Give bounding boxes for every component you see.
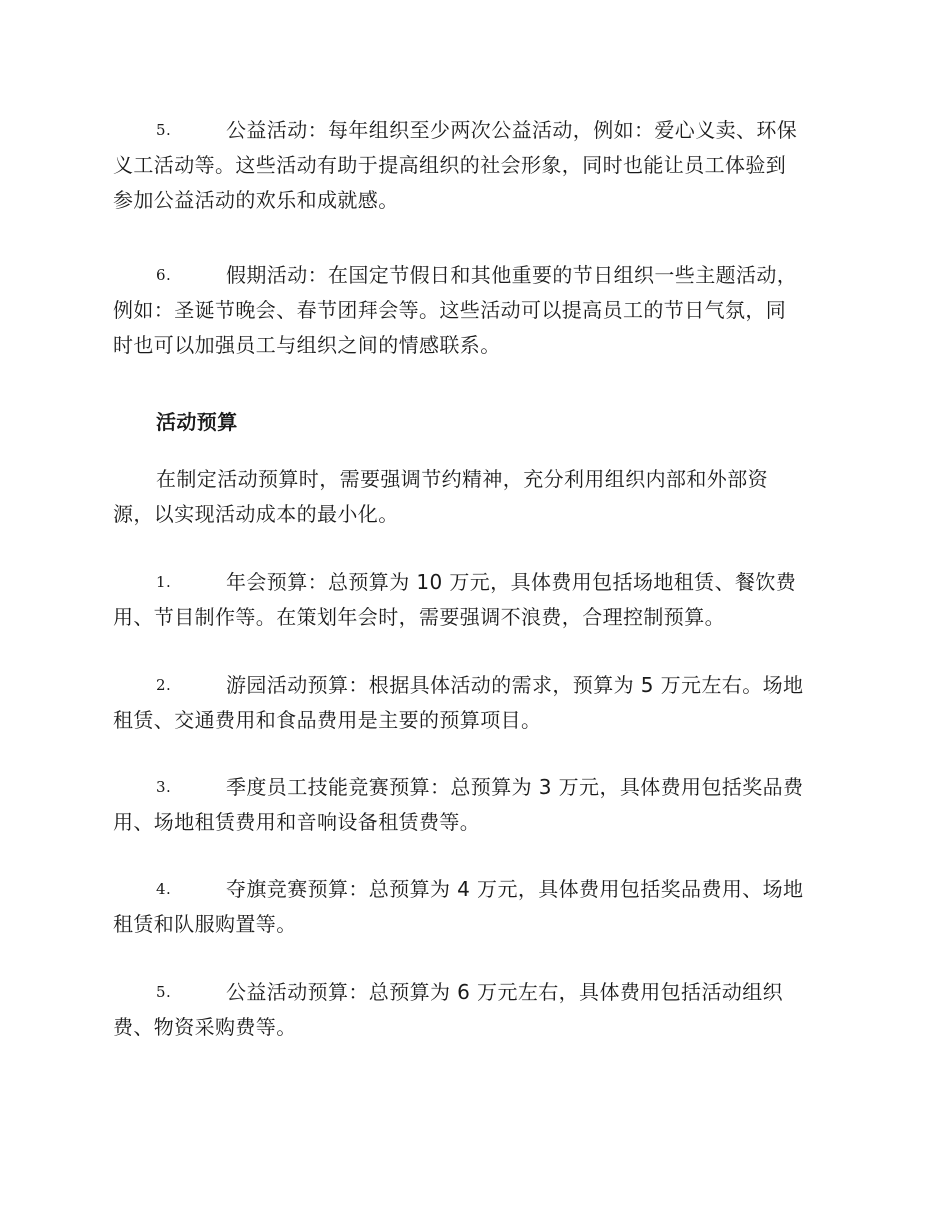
list-item-budget-5 xyxy=(113,975,833,1045)
list-item-line: 公益活动预算：总预算为 6 万元左右，具体费用包括活动组织 xyxy=(226,980,784,1004)
list-item-number: 1. xyxy=(156,573,172,591)
list-item-activity-5 xyxy=(113,113,833,218)
budget-intro-paragraph xyxy=(113,462,833,532)
list-item-number: 3. xyxy=(156,778,172,796)
list-item-line: 租赁和队服购置等。 xyxy=(113,912,297,936)
list-item-line: 夺旗竞赛预算：总预算为 4 万元，具体费用包括奖品费用、场地 xyxy=(226,877,804,901)
list-item-number: 4. xyxy=(156,880,172,898)
section-heading-budget: 活动预算 xyxy=(156,410,238,434)
paragraph-line: 源，以实现活动成本的最小化。 xyxy=(113,502,399,526)
list-item-number: 6. xyxy=(156,266,172,284)
list-item-budget-3 xyxy=(113,770,833,840)
list-item-line: 义工活动等。这些活动有助于提高组织的社会形象，同时也能让员工体验到 xyxy=(113,153,787,177)
list-item-line: 租赁、交通费用和食品费用是主要的预算项目。 xyxy=(113,708,542,732)
list-item-line: 假期活动：在国定节假日和其他重要的节日组织一些主题活动， xyxy=(226,263,798,287)
list-item-line: 参加公益活动的欢乐和成就感。 xyxy=(113,188,399,212)
list-item-line: 时也可以加强员工与组织之间的情感联系。 xyxy=(113,333,501,357)
list-item-budget-2 xyxy=(113,668,833,738)
list-item-line: 费、物资采购费等。 xyxy=(113,1015,297,1039)
list-item-number: 2. xyxy=(156,676,172,694)
list-item-line: 用、场地租赁费用和音响设备租赁费等。 xyxy=(113,810,481,834)
list-item-budget-4 xyxy=(113,872,833,942)
list-item-line: 例如：圣诞节晚会、春节团拜会等。这些活动可以提高员工的节日气氛，同 xyxy=(113,298,787,322)
list-item-line: 季度员工技能竞赛预算：总预算为 3 万元，具体费用包括奖品费 xyxy=(226,775,804,799)
list-item-line: 公益活动：每年组织至少两次公益活动，例如：爱心义卖、环保 xyxy=(226,118,798,142)
paragraph-line: 在制定活动预算时，需要强调节约精神，充分利用组织内部和外部资 xyxy=(156,467,768,491)
list-item-line: 用、节目制作等。在策划年会时，需要强调不浪费，合理控制预算。 xyxy=(113,605,725,629)
list-item-line: 年会预算：总预算为 10 万元，具体费用包括场地租赁、餐饮费 xyxy=(226,570,797,594)
list-item-activity-6 xyxy=(113,258,833,363)
list-item-line: 游园活动预算：根据具体活动的需求，预算为 5 万元左右。场地 xyxy=(226,673,804,697)
list-item-number: 5. xyxy=(156,983,172,1001)
list-item-number: 5. xyxy=(156,121,172,139)
list-item-budget-1 xyxy=(113,565,833,635)
